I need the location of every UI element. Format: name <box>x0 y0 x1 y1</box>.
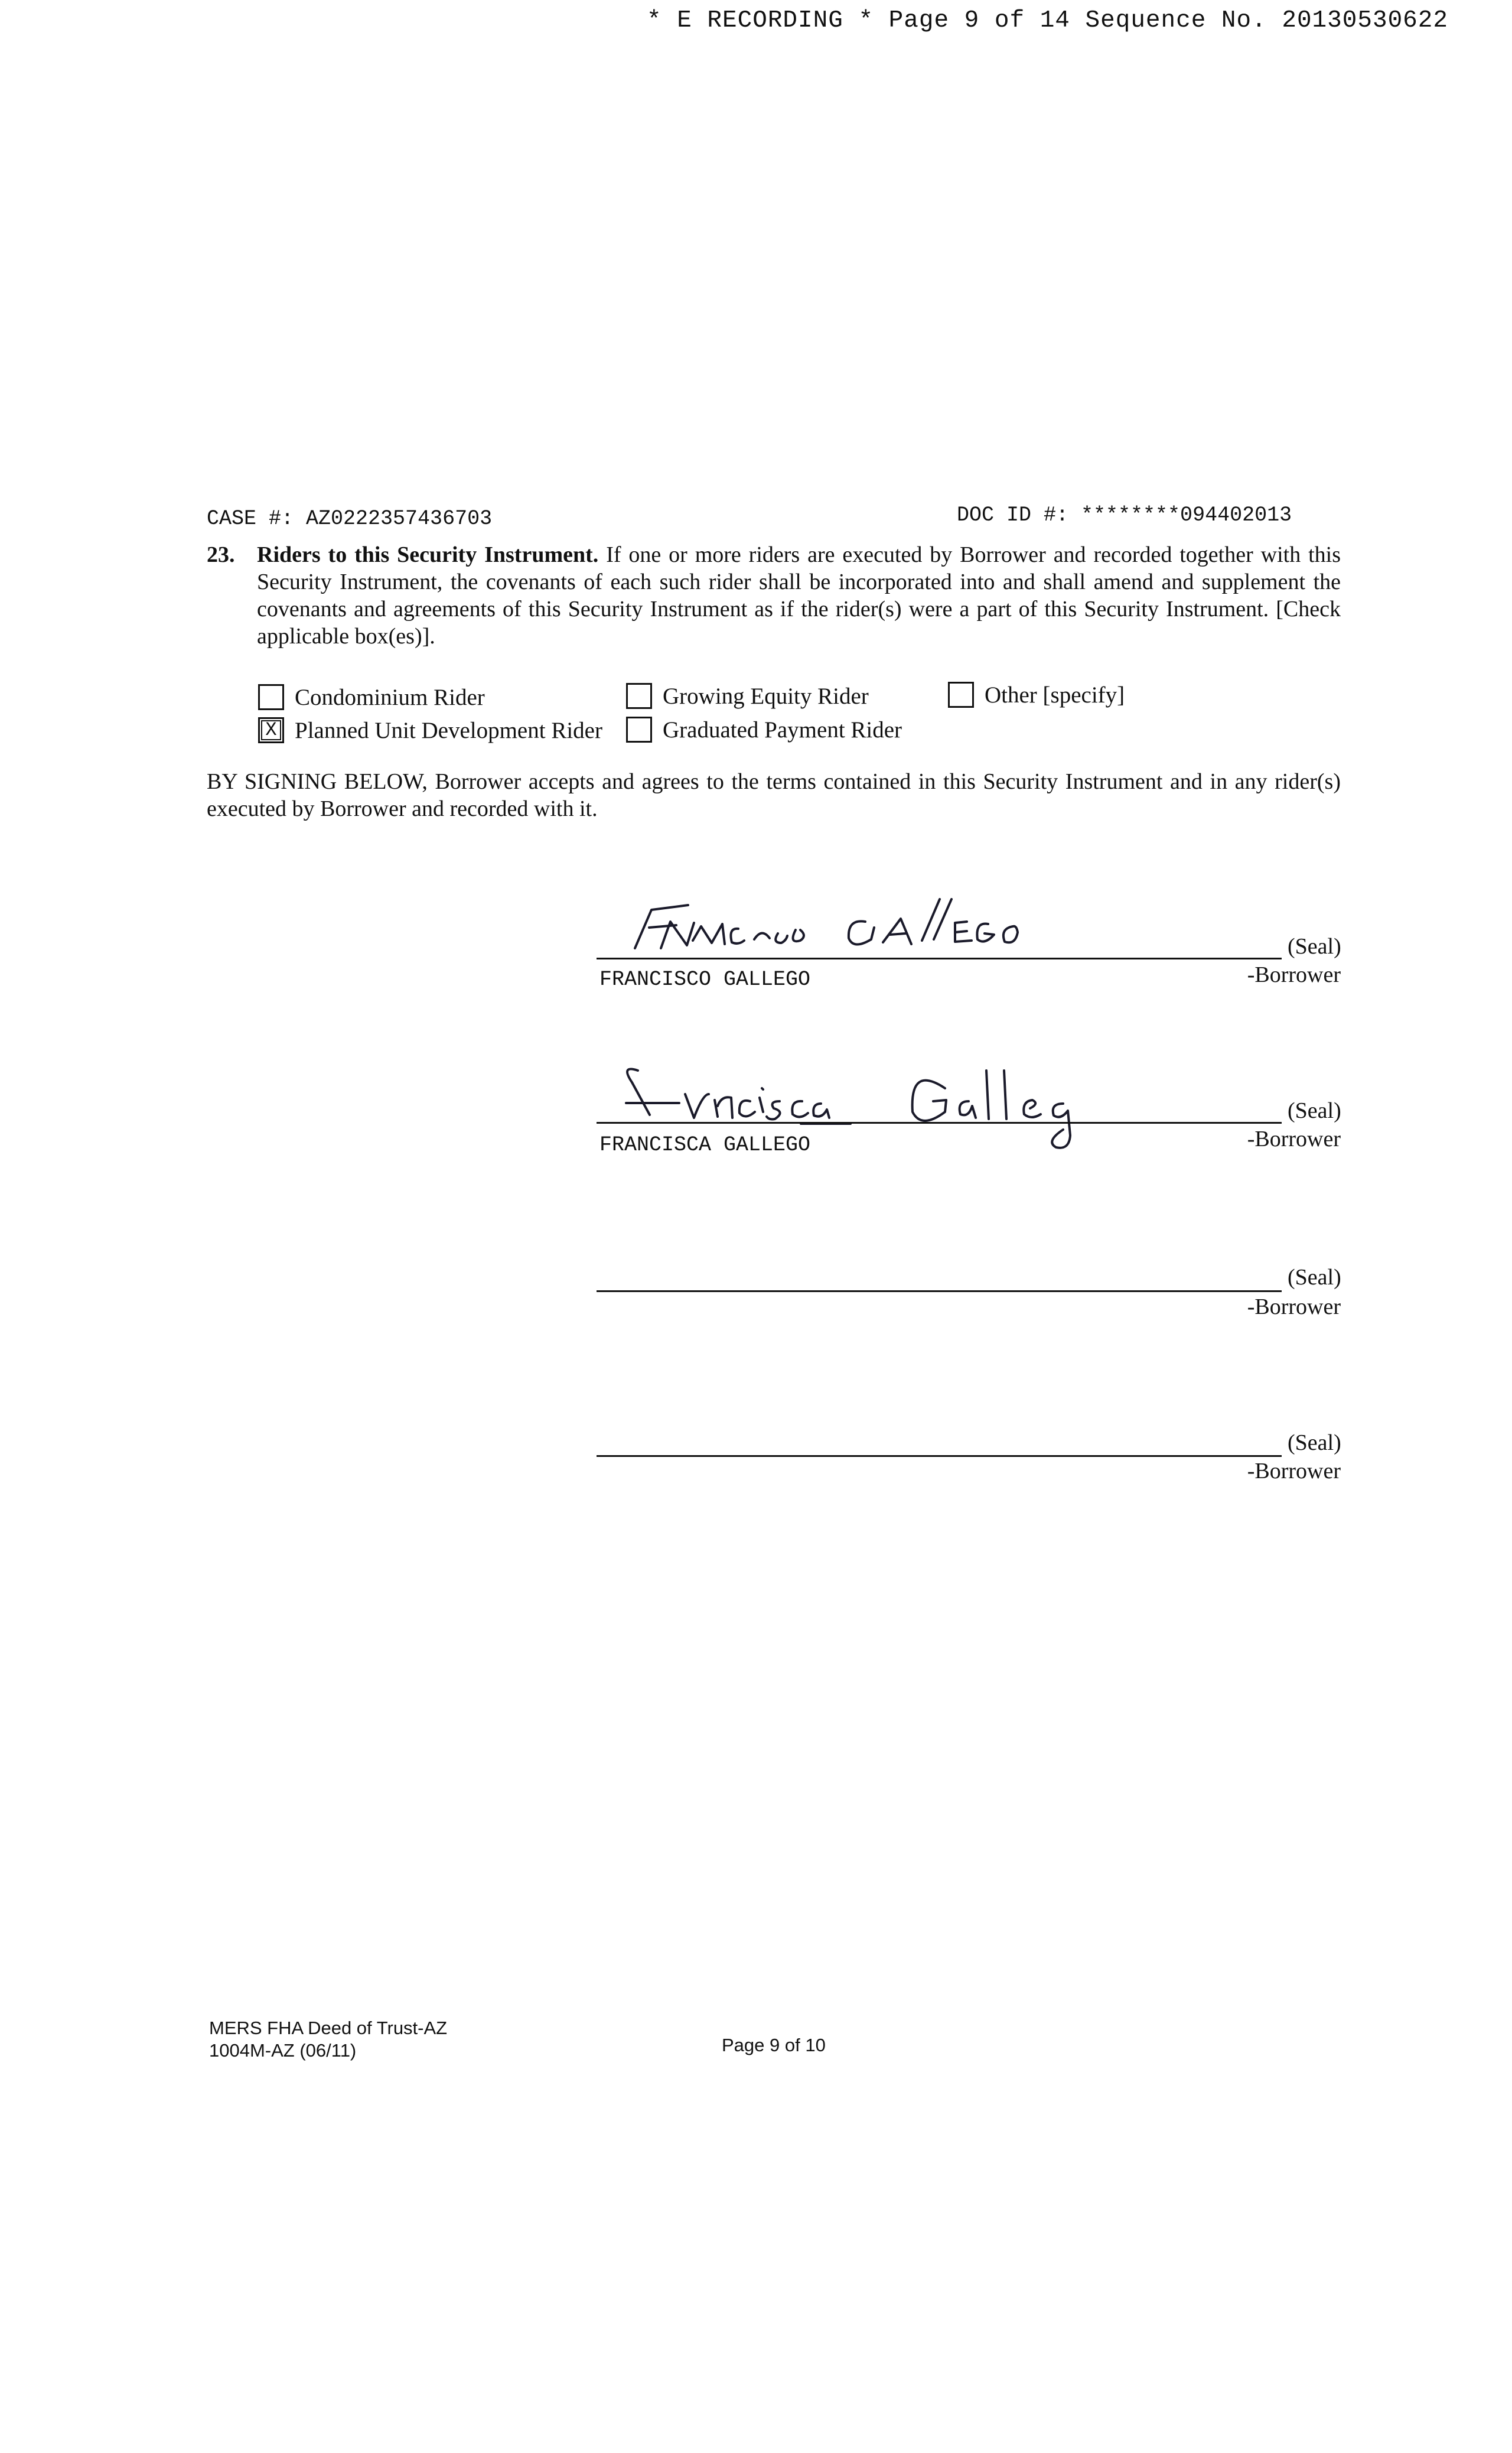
checkbox-graduated-payment[interactable] <box>626 717 652 743</box>
rider-label: Other [specify] <box>985 682 1125 708</box>
signature-line <box>597 958 1282 959</box>
printed-name-francisca: FRANCISCA GALLEGO <box>599 1133 811 1157</box>
rider-planned-unit-development[interactable] <box>258 714 602 747</box>
seal-label: (Seal) <box>1288 934 1341 959</box>
rider-label: Graduated Payment Rider <box>663 717 902 743</box>
section-heading: Riders to this Security Instrument. <box>257 542 599 567</box>
form-identifier <box>209 2017 447 2062</box>
printed-name-francisco: FRANCISCO GALLEGO <box>599 968 811 991</box>
rider-growing-equity[interactable] <box>626 679 869 713</box>
rider-condominium[interactable] <box>258 681 485 714</box>
section-23-riders <box>207 541 1341 650</box>
checkbox-planned-unit-development[interactable] <box>258 717 284 743</box>
signature-line <box>597 1290 1282 1292</box>
page-number: Page 9 of 10 <box>722 2035 826 2055</box>
checkbox-other[interactable] <box>948 682 974 708</box>
signing-statement: BY SIGNING BELOW, Borrower accepts and agrees to the terms contained in this Security Instrument and in any rider(s) executed by Borrower and recorded with it. <box>207 769 1341 821</box>
rider-label: Planned Unit Development Rider <box>295 717 602 743</box>
recording-stamp: * E RECORDING * Page 9 of 14 Sequence No. 20130530622 <box>646 7 1448 34</box>
doc-id: DOC ID #: ********094402013 <box>957 503 1292 527</box>
rider-graduated-payment[interactable] <box>626 713 902 746</box>
checkbox-growing-equity[interactable] <box>626 683 652 709</box>
checkbox-mark: X <box>261 720 281 740</box>
rider-label: Condominium Rider <box>295 684 485 710</box>
borrower-role: -Borrower <box>1247 1294 1341 1319</box>
seal-label: (Seal) <box>1288 1098 1341 1123</box>
signature-line <box>597 1122 1282 1124</box>
borrower-role: -Borrower <box>1247 962 1341 987</box>
section-number: 23. <box>207 542 235 567</box>
seal-label: (Seal) <box>1288 1265 1341 1290</box>
borrower-role: -Borrower <box>1247 1459 1341 1483</box>
rider-other[interactable] <box>948 678 1125 711</box>
form-number: 1004M-AZ (06/11) <box>209 2040 357 2061</box>
rider-label: Growing Equity Rider <box>663 683 869 709</box>
seal-label: (Seal) <box>1288 1430 1341 1455</box>
signature-francisco <box>623 886 1048 963</box>
form-name: MERS FHA Deed of Trust-AZ <box>209 2018 448 2038</box>
borrower-role: -Borrower <box>1247 1127 1341 1151</box>
case-number: CASE #: AZ0222357436703 <box>207 507 493 531</box>
section-body: If one or more riders are executed by Borrower and recorded together with this Security Instrument, the covenants of each such rider shall be incorporated into and shall amend and supplement the covenants and agreements of this Security Instrument as if the rider(s) were a part of this Security Instrument. [Check applicable box(es)]. <box>257 542 1341 649</box>
signature-line <box>597 1455 1282 1457</box>
checkbox-condominium[interactable] <box>258 684 284 710</box>
